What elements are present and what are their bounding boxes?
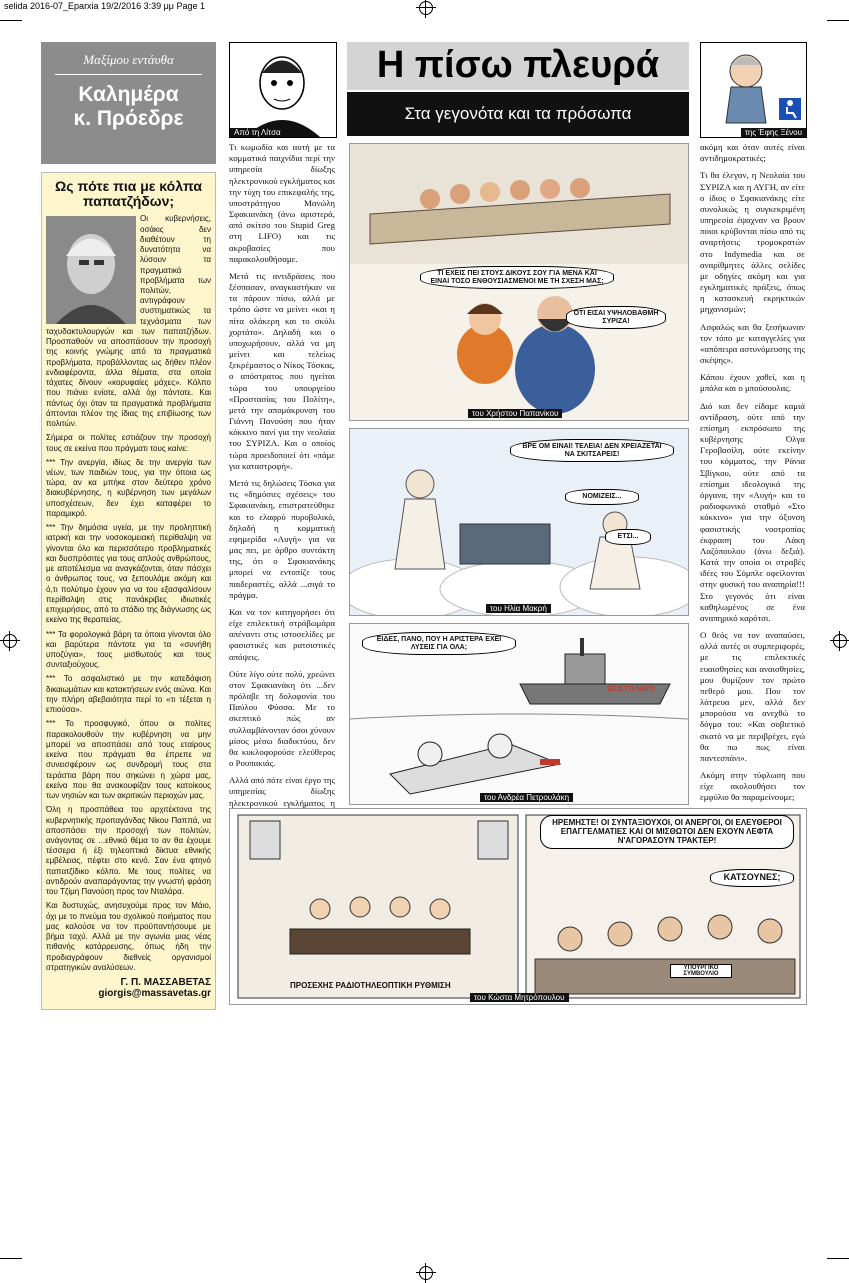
- registration-mark-icon: [419, 1, 433, 15]
- column-title-line1: Καλημέρα: [78, 83, 179, 106]
- article-paragraph: Μετά τις αντιδράσεις που ξέσπασαν, αναγκαστήκαν να τα πάρουν πίσω, αλλά με τρόπο ώστε να μείνει «και η πίτα ολάκερη και το σκύλι χορτάτο». Δηλαδή και ο υποχωρήσουν, αλλά να μη μείνει και τελείως ξεκρέμαστος ο Νίκος Τόσκας, ο απόστρατος που ηγείται τώρα του υπουργείου «Προστασίας του Πολίτη», μετά την απομάκρυνση του Γιάννη Πανούση που ήταν κόκκινο πανί για την νεολαία του ΣΥΡΙΖΑ. Και ο οποίος τώρα προειδοποιεί ότι «πάμε για καταστροφή».: [229, 270, 335, 471]
- crop-mark: [0, 1258, 22, 1259]
- crop-mark: [827, 1258, 849, 1259]
- editorial-paragraph: *** Τα φορολογικά βάρη τα όποια γίνονται όλο και βαρύτερα πάντοτε για τα «συνήθη υποζύγια», τους μισθωτούς και τους συνταξιούχους.: [46, 629, 211, 670]
- column-2-text: [229, 142, 335, 826]
- crop-mark: [827, 20, 849, 21]
- caricature-lazopoulos: [700, 42, 807, 138]
- ship-label: ΕΣΩ ΤΟ ΝΑΤΟ: [608, 686, 656, 693]
- column-title: [41, 83, 216, 131]
- editorial-text: Οι κυβερνήσεις, οσάκις δεν διαθέτουν τη δυνατότητα να λύσουν τα πραγματικά προβλήματα των πολιτών, αντιγράφουν συστηματικώς τα τεχνάσματα των ταχυδακτυλουργών και των παπατζήδων. Προσπαθούν να αποσπάσουν την προσοχή της κοινής γνώμης από τα πραγματικά προβλήματα, προβάλλοντας ως δήθεν πλέον ενδιαφέροντα, άλλα θέματα, στα οποία τάχατες δίνουν «κορυφαίες μάχες». Κόλπο που πιάνει ενίοτε, αλλά όχι πάντοτε. Και πάντως όχι όταν τα πραγματικά προβλήματα άπτονται πλέον της ίδιας της επιβίωσης των πολιτών.: [46, 214, 211, 429]
- cartoon-credit: του Κώστα Μητρόπουλου: [470, 993, 569, 1002]
- registration-mark-icon: [3, 634, 17, 648]
- column-header-box: [41, 42, 216, 164]
- article-paragraph: Τι θα έλεγαν, η Νεολαία του ΣΥΡΙΖΑ και η ΑΥΓΗ, αν είτε ο ίδιος ο Σφακιανάκης είτε συνολικώς η συγκεκριμένη υπηρεσία έψαχναν να βρουν ποιοι κρύβονται πίσω από τις αναρτήσεις τρομοκρατών στο Indymedia και σε αναρίθμητες άλλες σελίδες με οδηγίες ακόμη και για εγκληματικές πράξεις, όπως η κατασκευή εκρηκτικών μηχανισμών;: [700, 170, 805, 315]
- crop-mark: [0, 20, 22, 21]
- editorial-headline: Ως πότε πια με κόλπα παπατζήδων;: [55, 178, 202, 209]
- cabinet-sign: ΥΠΟΥΡΓΙΚΟ ΣΥΜΒΟΥΛΙΟ: [670, 964, 732, 978]
- registration-mark-icon: [833, 634, 847, 648]
- article-paragraph: Διό και δεν είδαμε καμιά αντίδραση, ούτε από την επίσημη εκπρόσωπο της κυβέρνησης Όλγα Γεροβασίλη, ούτε εκείνην του κόμματος, την Ράνια Σβίγκου, ούτε από τα επίσημα ιδεολογικά της όργανα, την «Αυγή» και το ραδιοφωνικό σταθμό «Στο κόκκινο» για την όξυνση φασιστικής νοοτροπίας έκφραση του Λάκη Λαζόπουλου (άνω δεξιά). Κατά την οποία οι στραβές ιδέες του Σόμπλε οφείλονται στην φυσική του αναπηρία!!! Στο γεγονός ότι είναι καθηλωμένος σε ένα αναπηρικό καρότσι.: [700, 400, 805, 623]
- page-subtitle: Στα γεγονότα και τα πρόσωπα: [347, 92, 689, 136]
- editorial-paragraph: *** Την ανεργία, ιδίως δε την ανεργία των νέων, των παιδιών τους, για την όποια ως τώρα, αν κα μπήκε στον δεύτερο χρόνο διακυβέρνησης, η κυβέρνηση των μεγάλων υποσχέσεων, δεν έχει καταφέρει το παραμικρό.: [46, 457, 211, 518]
- editorial-box: [41, 172, 216, 1010]
- article-paragraph: Ο θεός να τον αναπαύσει, αλλά αυτές οι συμπεριφορές, με τις επιλεκτικές ευαισθησίες και αναισθησίες, μου θυμίζουν τον πρώτο πεθερό μου. Που τον λάτρευα μεν, αλλά δεν μπορούσα να ανεχθώ το δόγμα του: «Και σοβιετικό σκατό να με περιβρέχει, εγώ θα πω πως είναι παντεσπάνι».: [700, 630, 805, 763]
- article-paragraph: Κάπου έχουν χαθεί, και η μπάλα και ο μπούσουλας.: [700, 372, 805, 394]
- editorial-paragraph: Και δυστυχώς, ανησυχούμε προς τον Μάιο, όχι με το πνεύμα του σχολικού ποιήματος που μας καλούσε να τον προϋπαντήσουμε με βήμα ταχύ. Αλλά με την αγωνία μιας νέας πιθανής κατάρρευσης, όπως ήδη την προδιαγράφουν διεθνείς οργανισμοί στρατηγικών αναλύσεων.: [46, 901, 211, 972]
- cartoon-caption: ΠΡΟΣΕΧΗΣ ΡΑΔΙΟΤΗΛΕΟΠΤΙΚΗ ΡΥΘΜΙΣΗ: [290, 981, 451, 990]
- article-paragraph: Τι κωμωδία και αυτή με τα κομματικά παιχνίδια περί την υπηρεσία δίωξης ηλεκτρονικού εγκλήματος και την τύχη του επικεφαλής της, υποστράτηγου Μανώλη Σφακιανάκη (άνω αριστερά, από σκίτσο του Stupid Greg στη LIFO) και τις ακροβασίες που παρακολουθήσαμε.: [229, 142, 335, 264]
- caricature-credit: Από τη Λίτσα: [230, 128, 285, 137]
- editorial-paragraph: *** Το προσφυγικό, όπου οι πολίτες παρακολουθούν την κυβέρνηση να μην μπορεί να αποσπάσει από τους εταίρους εκείνα που πράγματι θα έπρεπε να συνεισφέρουν ως συνδρομή τους στα τεράστια βάρη που σηκώνει η χώρα μας, εκείνα που θα ανακουφίζαν τους κατοίκους των νησιών και των ακριτικών περιοχών μας.: [46, 719, 211, 801]
- speech-bubble: ΝΟΜΙΖΕΙΣ...: [565, 489, 639, 505]
- article-paragraph: Ούτε λίγο ούτε πολύ, χρεώνει στον Σφακιανάκη ότι ...δεν πρόλαβε τη δολοφονία του Παύλου Φύσσα. Με το σκεπτικό πώς αν συλλαμβάνονταν όσοι χύνουν μίσος μέσω διαδικτύου, δεν θα κυκλοφορούσε ελεύθερος ο Ρουπακιάς.: [229, 668, 335, 769]
- cartoon-makris: [349, 428, 689, 616]
- speech-bubble: ΕΤΣΙ...: [605, 529, 651, 545]
- divider: [55, 74, 202, 75]
- article-paragraph: Μετά τις δηλώσεις Τόσκα για τις «δημόσιες σχέσεις» του Σφακιανάκη, επιστρατεύθηκε και το ελαφρύ πυροβολικό, δηλαδή η κομματική εφημερίδα «Αυγή» για να μας πει, με άρθρο συντάκτη της, ότι ο Σφακιανάκης μπορεί να εντοπίζε τους παιδεραστές, αλλά ...σιγά το πράγμα.: [229, 477, 335, 600]
- cartoon-credit: του Ανδρέα Πετρουλάκη: [480, 793, 573, 802]
- speech-bubble: ΤΙ ΕΧΕΙΣ ΠΕΙ ΣΤΟΥΣ ΔΙΚΟΥΣ ΣΟΥ ΓΙΑ ΜΕΝΑ ΚΑΙ ΕΙΝΑΙ ΤΟΣΟ ΕΝΘΟΥΣΙΑΣΜΕΝΟΙ ΜΕ ΤΗ ΣΧΕΣΗ ΜΑΣ;: [420, 266, 614, 289]
- speech-bubble: ΟΤΙ ΕΙΣΑΙ ΥΨΗΛΟΒΑΘΜΗ ΣΥΡΙΖΑ!: [566, 306, 666, 329]
- speech-bubble: ΗΡΕΜΗΣΤΕ! ΟΙ ΣΥΝΤΑΞΙΟΥΧΟΙ, ΟΙ ΑΝΕΡΓΟΙ, ΟΙ ΕΛΕΥΘΕΡΟΙ ΕΠΑΓΓΕΛΜΑΤΙΕΣ ΚΑΙ ΟΙ ΜΙΣΘΩΤΟΙ ΔΕΝ ΕΧΟΥΝ ΛΕΦΤΑ Ν'ΑΓΟΡΑΣΟΥΝ ΤΡΑΚΤΕΡ!: [540, 815, 794, 849]
- speech-bubble: ΒΡΕ ΟΜ ΕΙΝΑΙ! ΤΕΛΕΙΑ! ΔΕΝ ΧΡΕΙΑΖΕΤΑΙ ΝΑ ΣΚΙΤΣΑΡΕΙΣ!: [510, 439, 674, 462]
- cartoon-credit: του Ηλία Μακρή: [486, 604, 551, 613]
- article-paragraph: ακόμη και όταν αυτές είναι αντιδημοκρατικές;: [700, 142, 805, 164]
- article-paragraph: Ακόμη στην τύφλωση που είχε ακολουθήσει τον εμφύλιο θα παραμείνουμε;: [700, 770, 805, 803]
- caricature-credit: της Έφης Ξένου: [741, 128, 806, 137]
- speech-bubble: ΕΙΔΕΣ, ΠΑΝΟ, ΠΟΥ Η ΑΡΙΣΤΕΡΑ ΕΧΕΙ ΛΥΣΕΙΣ ΓΙΑ ΟΛΑ;: [362, 632, 516, 655]
- column-kicker: Μαξίμου εντάυθα: [83, 52, 174, 67]
- cartoon-petroulakis: [349, 623, 689, 805]
- article-paragraph: Ασφαλώς και θα ξεσήκωναν τον τόπο με καταγγελίες για «απόπειρα αστυνόμευσης της σκέψης».: [700, 321, 805, 366]
- article-paragraph: Και να τον κατηγορήσει ότι είχε επιλεκτική στράβωμάρα απέναντι στις ιστοσελίδες με φασιστικές και ρατσιστικές απόψεις.: [229, 606, 335, 662]
- column-4-text: [700, 142, 805, 828]
- caricature-sfakianakis: [229, 42, 337, 138]
- page-title: Η πίσω πλευρά: [347, 42, 689, 90]
- cartoon-credit: του Χρήστου Παπανίκου: [468, 409, 562, 418]
- registration-mark-icon: [419, 1266, 433, 1280]
- speech-bubble: ΚΑΤΣΟΥΝΕΣ;: [710, 869, 794, 887]
- print-slug: selida 2016-07_Eparxia 19/2/2016 3:39 μμ Page 1: [4, 1, 206, 11]
- editorial-paragraph: *** Το ασφαλιστικό με την κατεδάφιση δικαιωμάτων και κατακτήσεων ενός αιώνα. Και την πλήρη αβεβαιότητα περί το «τι τέξεται η επιούσα».: [46, 674, 211, 715]
- author-photo: [46, 216, 136, 324]
- article-paragraph: Αλλά από πότε είναι έργο της υπηρεσίας δίωξης ηλεκτρονικού εγκλήματος η: [229, 775, 335, 808]
- column-title-line2: κ. Πρόεδρε: [73, 107, 184, 131]
- editorial-paragraph: *** Την δημόσια υγεία, με την προληπτική ιατρική και την νοσοκομειακή περίθαλψη να γίνονται όλο και περισσότερο προβληματικές και δυσπρόσιτες για τους απλούς ανθρώπους, με αποτέλεσμα να αναγκάζονται, όταν πάσχει ο άνθρωπος τους, να ξεπουλάμε ακόμη και ό,τι πολύτιμο έχουν για να του εξασφαλίσουν περίθαλψη στις πανάκριβες ιδιωτικές επιχειρήσεις, από το στάδιο της διάγνωσης ως εκείνο της θεραπείας.: [46, 523, 211, 625]
- editorial-paragraph: [46, 214, 211, 429]
- cartoon-papanikos: [349, 143, 689, 421]
- editorial-paragraph: Σήμερα οι πολίτες εστιάζουν την προσοχή τους σε εκείνα που πράγματι τους καίνε:: [46, 433, 211, 453]
- editorial-paragraph: Όλη η προσπάθεια του αρχιτέκτονα της κυβερνητικής προπαγάνδας Νίκου Παππά, να αποσπάσει την προσοχή των πολιτών, ανάγοντας σε ...εθνικό θέμα το αν θα έχουμε τέσσερα ή έξι τηλεοπτικά δίκτυα εθνικής εμβέλειας, πέφτει στο κενό. Σαν ένα φτηνό παπατζίδικο κόλπο. Με τους πολίτες να αντιδρούν αναπαράγοντας την γνωστή φράση του Τζίμη Πανούση προς τον Νταλάρα.: [46, 805, 211, 897]
- signature-email[interactable]: giorgis@massavetas.gr: [98, 988, 211, 1000]
- signature-name: Γ. Π. ΜΑΣΣΑΒΕΤΑΣ: [120, 977, 211, 989]
- cartoon-mitropoulos: [229, 808, 807, 1005]
